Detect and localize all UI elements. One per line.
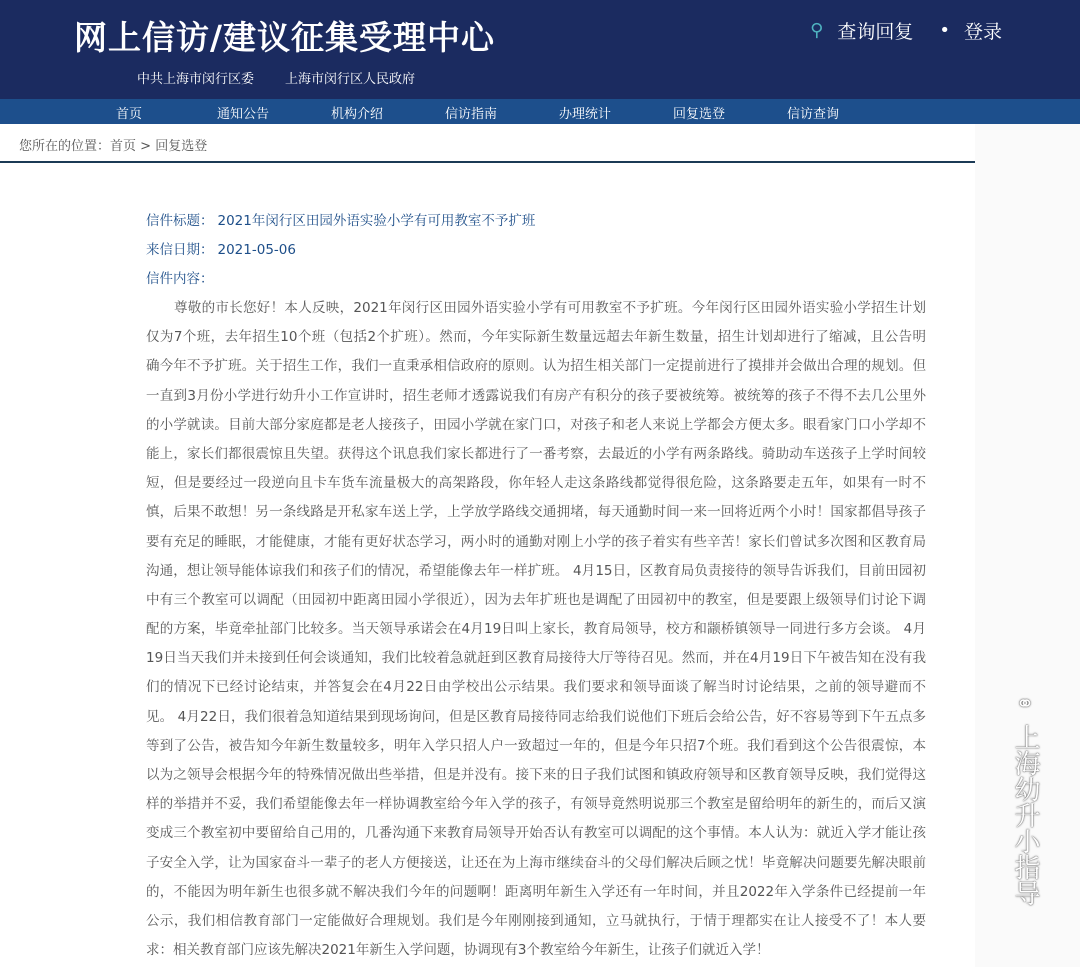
content-line: 沟通，想让领导能体谅我们和孩子们的情况，希望能像去年一样扩班。 4月15日，区教育局负责接待的领导告诉我们，目前田园初 — [146, 562, 926, 579]
watermark — [1010, 690, 1040, 906]
content-line: 短，但是要经过一段逆向且卡车货车流量极大的高架路段，你年轻人走这条路线都觉得很危险，这条路要走五年，如果有一时不 — [146, 475, 926, 492]
content-line: 一直到3月份小学进行幼升小工作宣讲时，招生老师才透露说我们有房产有积分的孩子要被统筹。被统筹的孩子不得不去几公里外 — [146, 387, 926, 404]
content-line: 样的举措并不妥，我们希望能像去年一样协调教室给今年入学的孩子，有领导竟然明说那三个教室是留给明年的新生的，而后又演 — [146, 796, 926, 813]
site-title: 网上信访/建议征集受理中心 — [74, 18, 496, 57]
content-line: 19日当天我们并未接到任何会谈通知，我们比较着急就赶到区教育局接待大厅等待召见。然而，并在4月19日下午被告知在没有我 — [146, 650, 926, 667]
subtitle-district-committee: 中共上海市闵行区委 — [137, 72, 255, 87]
divider — [0, 161, 975, 163]
user-icon[interactable]: • — [939, 20, 950, 41]
nav-notices[interactable]: 通知公告 — [217, 107, 270, 122]
letter-date-row — [146, 238, 296, 258]
content-line: 的小学就读。目前大部分家庭都是老人接孩子，田园小学就在家门口，对孩子和老人来说上学都会方便太多。眼看家门口小学却不 — [146, 416, 926, 433]
content-line: 变成三个教室初中要留给自己用的，几番沟通下来教育局领导开始否认有教室可以调配的这个事情。本人认为：就近入学才能让孩 — [146, 825, 926, 842]
content-line: 要有充足的睡眠，才能健康，才能有更好状态学习，两小时的通勤对刚上小学的孩子着实有些辛苦！家长们曾试多次图和区教育局 — [146, 533, 926, 550]
content-line: 公示，我们相信教育部门一定能做好合理规划。我们是今年刚刚接到通知，立马就执行，于情于理都实在让人接受不了！本人要 — [146, 912, 926, 929]
wechat-icon: ⚭ — [1015, 692, 1035, 717]
site-header — [0, 0, 1080, 99]
query-reply-link[interactable]: 查询回复 — [837, 21, 914, 43]
nav-statistics[interactable]: 办理统计 — [559, 107, 612, 122]
nav-guide[interactable]: 信访指南 — [445, 107, 498, 122]
content-line: 等到了公告，被告知今年新生数量较多，明年入学只招人户一致超过一年的，但是今年只招7个班。我们看到这个公告很震惊，本 — [146, 737, 926, 754]
letter-date: 2021-05-06 — [217, 242, 296, 258]
nav-organization[interactable]: 机构介绍 — [331, 107, 384, 122]
content-line: 尊敬的市长您好！本人反映，2021年闵行区田园外语实验小学有可用教室不予扩班。今年闵行区田园外语实验小学招生计划 — [174, 300, 926, 316]
breadcrumb-separator: > — [140, 139, 152, 154]
letter-title-row — [146, 209, 535, 229]
breadcrumb — [19, 135, 207, 154]
content-line: 能上，家长们都很震惊且失望。获得这个讯息我们家长都进行了一番考察，去最近的小学有两条路线。骑助动车送孩子上学时间较 — [146, 445, 926, 462]
content-line: 配的方案，毕竟牵扯部门比较多。当天领导承诺会在4月19日叫上家长，教育局领导，校方和颛桥镇领导一同进行多方会谈。 4月 — [146, 621, 926, 638]
content-line: 慎，后果不敢想！另一条线路是开私家车送上学，上学放学路线交通拥堵，每天通勤时间一来一回将近两个小时！国家都倡导孩子 — [146, 504, 926, 521]
content-line: 确今年不予扩班。关于招生工作，我们一直秉承相信政府的原则。认为招生相关部门一定提前进行了摸排并会做出合理的规划。但 — [146, 358, 926, 375]
content-line: 子安全入学，让为国家奋斗一辈子的老人方便接送，让还在为上海市继续奋斗的父母们解决后顾之忧！毕竟解决问题要先解决眼前 — [146, 854, 926, 871]
letter-title: 2021年闵行区田园外语实验小学有可用教室不予扩班 — [217, 213, 536, 229]
letter-date-label: 来信日期： — [146, 242, 214, 258]
letter-content-label: 信件内容： — [146, 271, 214, 287]
subtitle-district-government: 上海市闵行区人民政府 — [285, 72, 416, 87]
content-line: 以为之领导会根据今年的特殊情况做出些举措，但是并没有。接下来的日子我们试图和镇政府领导和区教育领导反映，我们觉得这 — [146, 767, 926, 783]
content-line: 见。 4月22日，我们很着急知道结果到现场询问，但是区教育局接待同志给我们说他们下班后会给公告，好不容易等到下午五点多 — [146, 708, 926, 725]
breadcrumb-home[interactable]: 首页 — [110, 139, 137, 154]
nav-selected-replies[interactable]: 回复选登 — [673, 107, 726, 122]
content-line: 仅为7个班，去年招生10个班（包括2个扩班）。然而，今年实际新生数量远超去年新生数量，招生计划却进行了缩减，且公告明 — [146, 329, 926, 346]
breadcrumb-current[interactable]: 回复选登 — [155, 139, 208, 154]
watermark-text: 上海幼升小指导 — [1010, 724, 1040, 906]
content-line: 求：相关教育部门应该先解决2021年新生入学问题，协调现有3个教室给今年新生，让孩子们就近入学！ — [146, 942, 770, 959]
nav-home[interactable]: 首页 — [116, 107, 143, 122]
content-line: 们的情况下已经讨论结束，并答复会在4月22日由学校出公示结果。我们要求和领导面谈了解当时讨论结果，之前的领导避而不 — [146, 679, 926, 696]
content-line: 的，不能因为明年新生也很多就不解决我们今年的问题啊！距离明年新生入学还有一年时间，并且2022年入学条件已经提前一年 — [146, 883, 926, 900]
main-nav — [0, 99, 1080, 124]
search-icon[interactable]: ⚲ — [810, 20, 824, 41]
breadcrumb-prefix: 您所在的位置： — [19, 139, 111, 154]
letter-content — [146, 294, 926, 965]
letter-title-label: 信件标题： — [146, 213, 214, 229]
nav-query[interactable]: 信访查询 — [787, 107, 840, 122]
content-line: 中有三个教室可以调配（田园初中距离田园小学很近），因为去年扩班也是调配了田园初中的教室，但是要跟上级领导们讨论下调 — [146, 591, 926, 608]
login-link[interactable]: 登录 — [963, 21, 1002, 43]
